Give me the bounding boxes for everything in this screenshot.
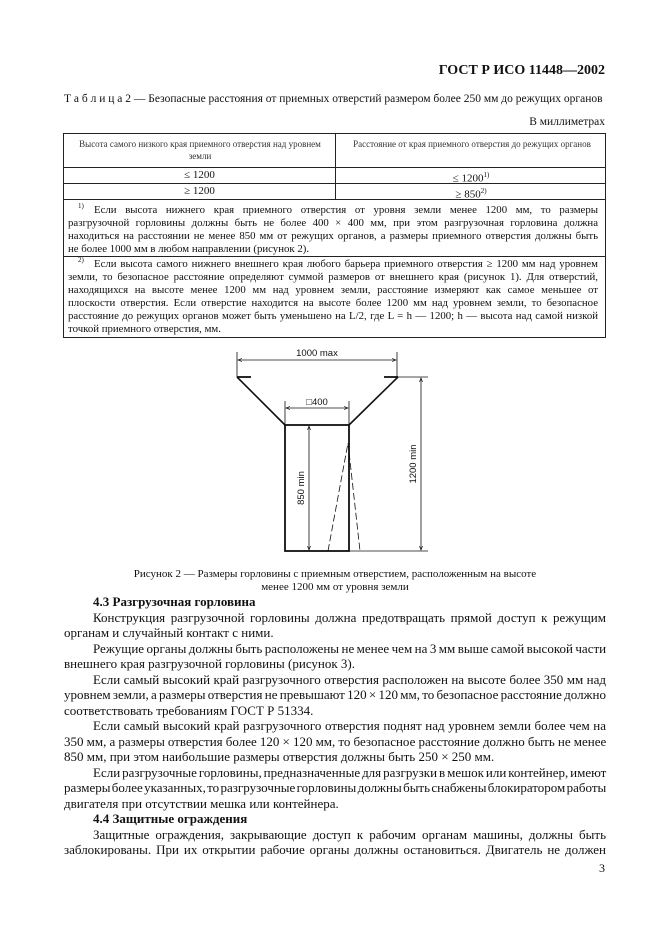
- label-1200-min: 1200 min: [408, 444, 419, 484]
- table-units: В миллиметрах: [529, 116, 605, 128]
- paragraph-line: заблокированы. При их открытии рабочие органы должны остановиться. Двигатель не должен: [64, 842, 606, 857]
- footnote-ref: 2): [480, 187, 487, 195]
- footnote-line: плоскости отверстия. Если отверстие находится на высоте более 1200 мм над уровнем земли, то безопасное: [68, 297, 598, 309]
- paragraph-line: Режущие органы должны быть расположены не менее чем на 3 мм выше самой высокой части: [93, 640, 607, 656]
- figure-caption-line: менее 1200 мм от уровня земли: [261, 580, 409, 593]
- paragraph-line: 350 мм, а размеры отверстия более 120 × 120 мм, то безопасное расстояние должно быть не менее: [64, 733, 607, 749]
- footnote-line: находящихся на высоте менее 1200 мм над уровнем земли, расстояние измеряют как самое меньшее от: [68, 284, 598, 296]
- paragraph-line: Защитные ограждения, закрывающие доступ к рабочим органам машины, должны быть: [93, 826, 606, 842]
- paragraph-line: Если самый высокий край разгрузочного отверстия поднят над уровнем земли более чем на: [93, 718, 606, 733]
- footnote-line: расстояние до режущих органов может быть уменьшено на L/2, где L = h — 1200; h — высота над самой низкой: [68, 310, 598, 322]
- footnote-line: Если высота нижнего края приемного отверстия от уровня земли менее 1200 мм, то размеры: [94, 204, 598, 216]
- reach-cone-dashed: [328, 443, 360, 551]
- label-400: □400: [306, 397, 328, 408]
- distance-value: ≤ 1200: [452, 172, 484, 185]
- funnel-left: [237, 377, 285, 425]
- table-cell-height: ≤ 1200: [184, 169, 215, 181]
- table-cell-height: ≥ 1200: [184, 185, 215, 197]
- paragraph-line: 850 мм, при этом наибольшие размеры отверстия должны быть 250 × 250 мм.: [64, 749, 495, 764]
- paragraph-line: Конструкция разгрузочной горловины должна предотвращать прямой доступ к режущим: [93, 609, 606, 625]
- footnote-line: земли, то безопасное расстояние определяют суммой размеров от внешнего края (рисунок 1). Для отверстий,: [68, 271, 598, 283]
- paragraph-line: Если разгрузочные горловины, предназначенные для разгрузки в мешок или контейнер, имеют: [93, 764, 607, 780]
- section-heading: 4.4 Защитные ограждения: [93, 811, 248, 826]
- paragraph-line: уровнем земли, а размеры отверстия не превышают 120 × 120 мм, то безопасное расстояние должно: [64, 687, 606, 702]
- document-id-header: ГОСТ Р ИСО 11448—2002: [438, 63, 605, 78]
- figure-caption: [64, 568, 606, 593]
- paragraph-line: внешнего края разгрузочной горловины (рисунок 3).: [64, 656, 356, 671]
- distance-value: ≥ 850: [455, 188, 481, 201]
- footnote-line: разгрузочной горловины должны быть не более 400 × 400 мм, при этом разгрузочная горловина должна: [68, 217, 598, 229]
- footnote-mark: 1): [78, 202, 84, 210]
- table-caption: Т а б л и ц а 2 — Безопасные расстояния от приемных отверстий размером более 250 мм до режущих органов: [64, 93, 603, 105]
- paragraph-line: органам и случайный контакт с ними.: [64, 625, 274, 640]
- footnote-line: точкой приемного отверстия, мм.: [68, 323, 221, 335]
- paragraph-line: соответствовать требованиям ГОСТ Р 51334.: [64, 702, 314, 718]
- figure-caption-line: Рисунок 2 — Размеры горловины с приемным отверстием, расположенным на высоте: [133, 568, 537, 580]
- footnote-ref: 1): [483, 171, 490, 179]
- label-850-min: 850 min: [296, 471, 307, 505]
- label-1000-max: 1000 max: [296, 348, 338, 359]
- column-header-height: Высота самого низкого края приемного отверстия над уровнем земли: [79, 139, 321, 161]
- footnote-mark: 2): [78, 256, 84, 264]
- footnote-line: Если высота самого нижнего внешнего края любого барьера приемного отверстия ≥ 1200 мм над уровнем: [94, 258, 598, 270]
- footnote-line: находиться на расстоянии не менее 850 мм от режущих органов, а размеры приемного отверстия должны быть: [68, 230, 598, 242]
- column-header-distance: Расстояние от края приемного отверстия до режущих органов: [353, 139, 591, 149]
- footnote-line: не более 1000 мм в любом направлении (рисунок 2).: [68, 243, 310, 255]
- paragraph-line: размеры более указанных, то разгрузочные горловины должны быть снабжены блокиратором работы: [64, 780, 607, 795]
- section-heading: 4.3 Разгрузочная горловина: [93, 594, 256, 609]
- page-number: 3: [599, 861, 605, 875]
- paragraph-line: Если самый высокий край разгрузочного отверстия расположен на высоте более 350 мм над: [93, 671, 606, 687]
- funnel-right: [349, 377, 398, 425]
- paragraph-line: двигателя при отсутствии мешка или контейнера.: [64, 795, 339, 811]
